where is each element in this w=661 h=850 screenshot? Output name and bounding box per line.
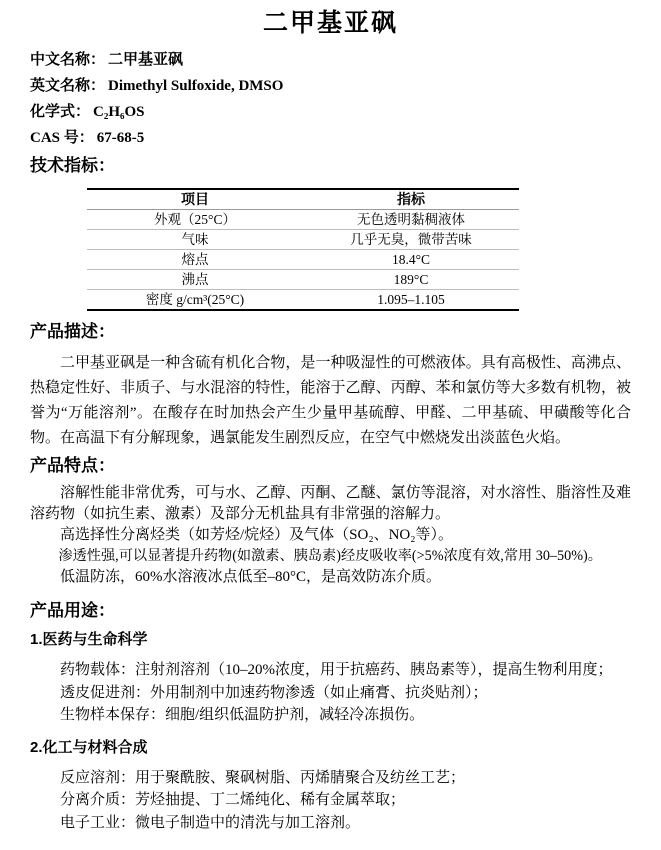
info-row-chinese-name (30, 52, 631, 68)
spec-cell-item: 外观（25°C） (87, 210, 303, 230)
formula-value: C₂H₆OS (93, 104, 145, 120)
feature-item-solubility: 溶解性能非常优秀，可与水、乙醇、丙酮、乙醚、氯仿等混溶，对水溶性、脂溶性及难溶药物（如抗生素、激素）及部分无机盐具有非常强的溶解力。 (30, 485, 631, 522)
spec-table-row-density (87, 290, 519, 311)
cas-value: 67-68-5 (96, 130, 145, 146)
page-title: 二甲基亚砜 (262, 9, 398, 37)
uses-pharma-block (30, 659, 631, 727)
spec-cell-value: 1.095–1.105 (377, 292, 445, 307)
use-item-transdermal: 透皮促进剂：外用制剂中加速药物渗透（如止痛膏、抗炎贴剂）； (60, 684, 488, 701)
tech-specs-table (87, 188, 519, 311)
spec-cell-item: 沸点 (87, 270, 303, 290)
spec-table-row-melting-point (87, 250, 519, 270)
spec-table-row-boiling-point (87, 270, 519, 290)
spec-cell-value: 189°C (303, 270, 519, 290)
section-heading-features: 产品特点： (30, 456, 115, 475)
spec-table-row-appearance (87, 210, 519, 230)
section-heading-tech-specs: 技术指标： (30, 156, 115, 175)
info-row-formula (30, 104, 631, 120)
use-item-bio-preservation: 生物样本保存：细胞/组织低温防护剂，减轻冷冻损伤。 (60, 707, 425, 723)
english-name-value: Dimethyl Sulfoxide, DMSO (108, 78, 284, 94)
chinese-name-value: 二甲基亚砜 (108, 52, 184, 68)
formula-label: 化学式： (30, 104, 91, 120)
subsection-heading-chemical: 2.化工与材料合成 (30, 738, 148, 756)
section-heading-uses: 产品用途： (30, 601, 115, 620)
use-item-electronics: 电子工业：微电子制造中的清洗与加工溶剂。 (60, 814, 361, 831)
use-item-separation-medium: 分离介质：芳烃抽提、丁二烯纯化、稀有金属萃取； (60, 792, 406, 808)
info-row-cas (30, 130, 631, 146)
features-block (30, 483, 631, 588)
description-paragraph: 二甲基亚砜是一种含硫有机化合物，是一种吸湿性的可燃液体。具有高极性、高沸点、热稳定性好、非质子、与水混溶的特性，能溶于乙醇、丙醇、苯和氯仿等大多数有机物，被誉为“万能溶剂”。在酸存在时加热会产生少量甲基硫醇、甲醛、二甲基硫、甲磺酸等化合物。在高温下有分解现象，遇氯能发生剧烈反应，在空气中燃烧发出淡蓝色火焰。 (30, 355, 631, 446)
feature-item-permeability: 渗透性强,可以显著提升药物(如激素、胰岛素)经皮吸收率(>5%浓度有效,常用 30–50%)。 (58, 548, 602, 564)
feature-item-separation: 高选择性分离烃类（如芳烃/烷烃）及气体（SO₂、NO₂等）。 (60, 527, 453, 543)
english-name-label: 英文名称： (30, 78, 106, 94)
section-heading-description: 产品描述： (30, 322, 115, 341)
spec-cell-item: 熔点 (87, 250, 303, 270)
cas-label: CAS 号： (30, 130, 94, 146)
basic-info-block (30, 52, 631, 146)
spec-cell-value: 无色透明黏稠液体 (303, 210, 519, 230)
use-item-reaction-solvent: 反应溶剂：用于聚酰胺、聚砜树脂、丙烯腈聚合及纺丝工艺； (60, 769, 466, 786)
info-row-english-name (30, 78, 631, 94)
spec-table-header-indicator: 指标 (303, 189, 519, 210)
spec-table-row-odor (87, 230, 519, 250)
spec-table-header-item: 项目 (87, 189, 303, 210)
use-item-drug-carrier: 药物载体：注射剂溶剂（10–20%浓度，用于抗癌药、胰岛素等），提高生物利用度； (60, 662, 613, 678)
spec-cell-item: 气味 (87, 230, 303, 250)
subsection-heading-pharma: 1.医药与生命科学 (30, 631, 148, 648)
spec-cell-item: 密度 g/cm³(25°C) (145, 292, 245, 307)
spec-cell-value: 18.4°C (303, 250, 519, 270)
feature-item-antifreeze: 低温防冻，60%水溶液冰点低至–80°C，是高效防冻介质。 (60, 569, 442, 585)
spec-cell-value: 几乎无臭，微带苦味 (303, 230, 519, 250)
chinese-name-label: 中文名称： (30, 52, 106, 68)
spec-table-header-row (87, 189, 519, 210)
